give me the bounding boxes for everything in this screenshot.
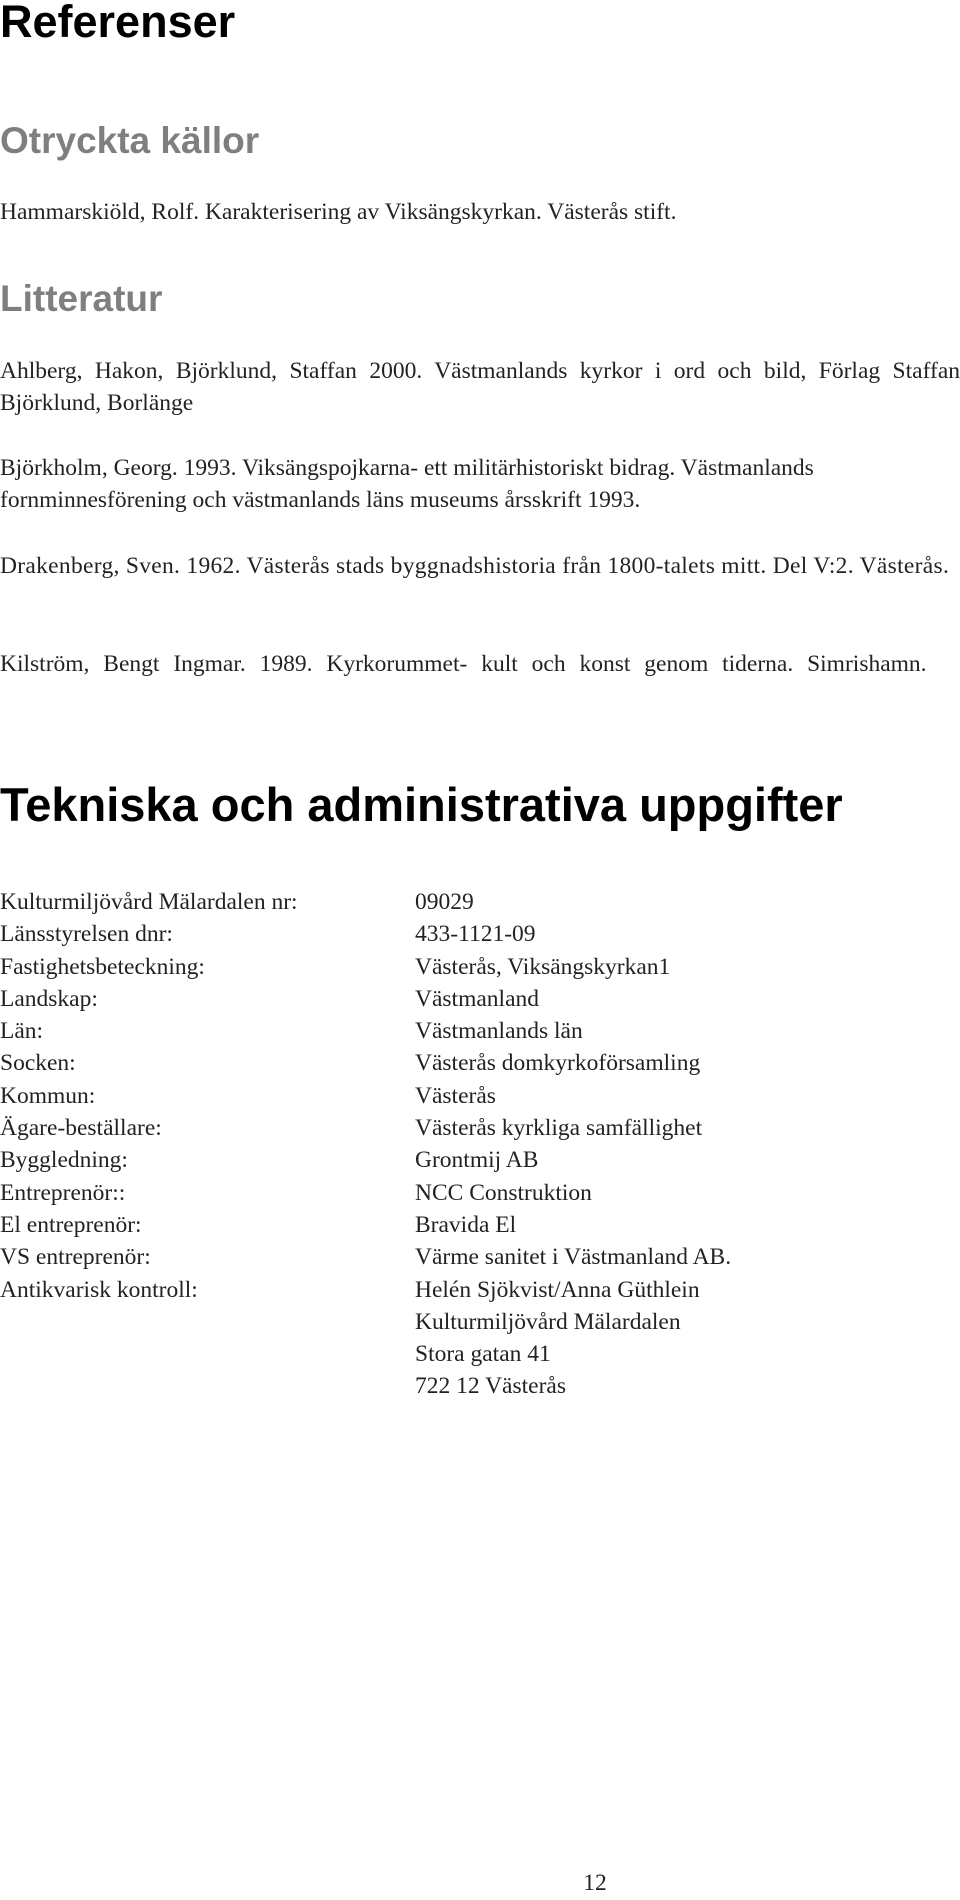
reference-entry-drakenberg: Drakenberg, Sven. 1962. Västerås stads byggnadshistoria från 1800-talets mitt. Del V:2. Västerås. [0, 553, 950, 579]
reference-entry-hammarskiold: Hammarskiöld, Rolf. Karakterisering av Viksängskyrkan. Västerås stift. [0, 199, 677, 225]
admin-row-value: Västerås domkyrkoförsamling [415, 1050, 701, 1077]
admin-row-value: 433-1121-09 [415, 921, 536, 948]
admin-row [0, 918, 731, 950]
admin-row-label: Fastighetsbeteckning: [0, 953, 205, 980]
page-number: 12 [583, 1870, 607, 1896]
admin-row-value: Helén Sjökvist/Anna Güthlein [415, 1276, 700, 1303]
admin-row-value: Stora gatan 41 [415, 1341, 551, 1368]
admin-row-label: El entreprenör: [0, 1211, 142, 1238]
admin-row-label: Kulturmiljövård Mälardalen nr: [0, 889, 298, 915]
admin-row-label [0, 1306, 415, 1338]
admin-row-value: Grontmij AB [415, 1147, 539, 1174]
admin-row-label: Kommun: [0, 1082, 96, 1109]
admin-row-value: Västmanland [415, 985, 539, 1012]
admin-row-label: Entreprenör:: [0, 1179, 126, 1206]
reference-entry-bjorkholm: Björkholm, Georg. 1993. Viksängspojkarna- ett militärhistoriskt bidrag. Västmanlands fornminnesförening och västmanlands läns museums årsskrift 1993. [0, 455, 814, 513]
admin-row [0, 1047, 731, 1079]
admin-row [0, 1370, 731, 1402]
admin-row [0, 1241, 731, 1273]
admin-row-value: Västmanlands län [415, 1018, 583, 1045]
admin-row [0, 983, 731, 1015]
admin-row-value: 09029 [415, 889, 474, 915]
admin-row [0, 1338, 731, 1370]
admin-row [0, 1306, 731, 1338]
admin-row [0, 1274, 731, 1306]
admin-row [0, 1015, 731, 1047]
admin-row [0, 1177, 731, 1209]
admin-row [0, 1144, 731, 1176]
references-title: Referenser [0, 0, 236, 47]
admin-row-label: Länsstyrelsen dnr: [0, 921, 173, 948]
admin-row-value: 722 12 Västerås [415, 1373, 566, 1400]
unprinted-sources-heading: Otryckta källor [0, 120, 260, 161]
admin-row-label: Socken: [0, 1050, 76, 1077]
admin-row [0, 951, 731, 983]
admin-row-value: Bravida El [415, 1211, 517, 1238]
admin-row [0, 1080, 731, 1112]
admin-row-value: NCC Construktion [415, 1179, 592, 1206]
admin-row-label: Antikvarisk kontroll: [0, 1276, 198, 1303]
reference-entry-ahlberg: Ahlberg, Hakon, Björklund, Staffan 2000. Västmanlands kyrkor i ord och bild, Förlag Staffan Björklund, Borlänge [0, 358, 960, 416]
admin-row-value: Västerås, Viksängskyrkan1 [415, 953, 671, 980]
admin-row-label: Byggledning: [0, 1147, 128, 1174]
admin-row-value: Värme sanitet i Västmanland AB. [415, 1244, 732, 1271]
admin-row-label: Landskap: [0, 985, 98, 1012]
admin-row-label [0, 1338, 415, 1370]
admin-title: Tekniska och administrativa uppgifter [0, 778, 843, 831]
admin-row [0, 886, 731, 918]
reference-entry-kilstrom: Kilström, Bengt Ingmar. 1989. Kyrkorummet- kult och konst genom tiderna. Simrishamn. [0, 651, 927, 677]
admin-row-value: Kulturmiljövård Mälardalen [415, 1308, 681, 1335]
admin-row-label [0, 1370, 415, 1402]
admin-row-value: Västerås [415, 1082, 496, 1109]
admin-row-value: Västerås kyrkliga samfällighet [415, 1115, 703, 1142]
admin-row [0, 1112, 731, 1144]
admin-row-label: Ägare-beställare: [0, 1115, 162, 1142]
admin-row-label: Län: [0, 1018, 44, 1045]
literature-heading: Litteratur [0, 278, 163, 319]
admin-info-table [0, 886, 731, 1403]
admin-row [0, 1209, 731, 1241]
admin-row-label: VS entreprenör: [0, 1244, 151, 1271]
